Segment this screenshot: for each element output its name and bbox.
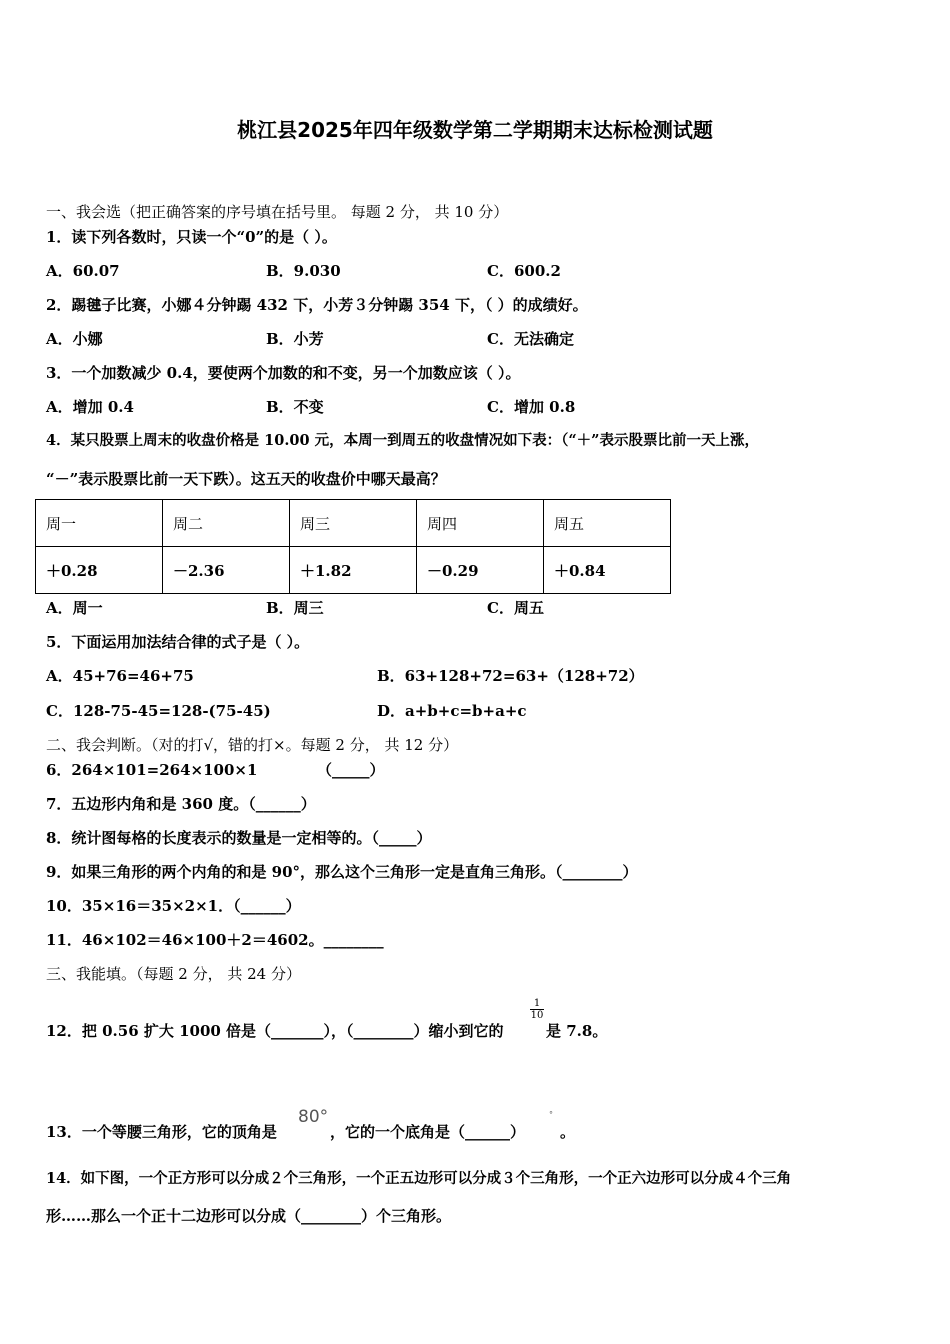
q5-option-d: D．a+b+c=b+a+c — [377, 702, 527, 720]
question-13: 13．一个等腰三角形，它的顶角是 — [46, 1123, 277, 1141]
q1-option-c: C．600.2 — [487, 262, 561, 280]
question-12-end: 是 7.8。 — [546, 1022, 608, 1040]
q5-option-c: C．128-75-45=128-(75-45) — [46, 702, 271, 720]
q2-option-c: C．无法确定 — [487, 330, 574, 348]
question-6: 6．264×101=264×100×1 — [46, 761, 258, 779]
question-2: 2．踢毽子比赛，小娜４分钟踢 432 下，小芳３分钟踢 354 下，（ ）的成绩好。 — [46, 296, 588, 314]
stock-value-cell: －2.36 — [163, 547, 290, 594]
question-14-line-1: 14．如下图，一个正方形可以分成２个三角形，一个正五边形可以分成３个三角形，一个正六边形可以分成４个三角 — [46, 1170, 792, 1187]
q3-option-c: C．增加 0.8 — [487, 398, 576, 416]
stock-value-cell: －0.29 — [417, 547, 544, 594]
question-10: 10．35×16＝35×2×1．（______） — [46, 897, 301, 915]
stock-header-cell: 周二 — [163, 500, 290, 547]
section-1-heading: 一、我会选（把正确答案的序号填在括号里。 每题 2 分， 共 10 分） — [46, 203, 509, 221]
question-4-line-2: “－”表示股票比前一天下跌）。这五天的收盘价中哪天最高？ — [46, 470, 446, 488]
question-12: 12．把 0.56 扩大 1000 倍是（_______），（________）缩小到它的 — [46, 1022, 504, 1040]
vertex-angle-value: 80° — [298, 1107, 329, 1127]
stock-value-cell: ＋1.82 — [290, 547, 417, 594]
question-13-end: 。 — [560, 1123, 576, 1141]
degree-mark: ° — [549, 1110, 553, 1119]
q2-option-b: B．小芳 — [266, 330, 324, 348]
fraction-denominator: 10 — [530, 1010, 544, 1021]
question-13-middle: ，它的一个底角是（______） — [330, 1123, 526, 1141]
question-8: 8．统计图每格的长度表示的数量是一定相等的。（_____） — [46, 829, 432, 847]
fraction-numerator: 1 — [533, 998, 541, 1009]
stock-header-cell: 周一 — [36, 500, 163, 547]
q2-option-a: A．小娜 — [46, 330, 103, 348]
stock-value-cell: ＋0.28 — [36, 547, 163, 594]
section-3-heading: 三、我能填。（每题 2 分， 共 24 分） — [46, 965, 301, 983]
question-9: 9．如果三角形的两个内角的和是 90°，那么这个三角形一定是直角三角形。（________） — [46, 863, 638, 881]
question-4-line-1: 4．某只股票上周末的收盘价格是 10.00 元，本周一到周五的收盘情况如下表：（“＋”表示股票比前一天上涨， — [46, 432, 760, 449]
stock-header-cell: 周四 — [417, 500, 544, 547]
q1-option-a: A．60.07 — [46, 262, 120, 280]
page-title: 桃江县2025年四年级数学第二学期期末达标检测试题 — [237, 118, 713, 142]
q3-option-a: A．增加 0.4 — [46, 398, 134, 416]
question-7: 7．五边形内角和是 360 度。（______） — [46, 795, 316, 813]
q6-answer-blank: （_____） — [317, 761, 385, 779]
q3-option-b: B．不变 — [266, 398, 324, 416]
stock-table — [35, 499, 671, 594]
q5-option-a: A．45+76=46+75 — [46, 667, 194, 685]
stock-table-value-row — [36, 547, 671, 594]
question-1: 1．读下列各数时，只读一个“0”的是（ ）。 — [46, 228, 337, 246]
q5-option-b: B．63+128+72=63+（128+72） — [377, 667, 644, 685]
q1-option-b: B．9.030 — [266, 262, 341, 280]
stock-value-cell: ＋0.84 — [544, 547, 671, 594]
q4-option-b: B．周三 — [266, 599, 324, 617]
q4-option-c: C．周五 — [487, 599, 544, 617]
one-tenth-fraction — [530, 998, 544, 1021]
stock-header-cell: 周三 — [290, 500, 417, 547]
q4-option-a: A．周一 — [46, 599, 103, 617]
question-14-line-2: 形……那么一个正十二边形可以分成（________）个三角形。 — [46, 1207, 452, 1225]
stock-header-cell: 周五 — [544, 500, 671, 547]
question-3: 3．一个加数减少 0.4，要使两个加数的和不变，另一个加数应该（ ）。 — [46, 364, 521, 382]
section-2-heading: 二、我会判断。（对的打√，错的打×。每题 2 分， 共 12 分） — [46, 736, 459, 754]
question-5: 5．下面运用加法结合律的式子是（ ）。 — [46, 633, 310, 651]
question-11: 11．46×102＝46×100＋2＝4602。________ — [46, 931, 384, 949]
stock-table-header-row — [36, 500, 671, 547]
